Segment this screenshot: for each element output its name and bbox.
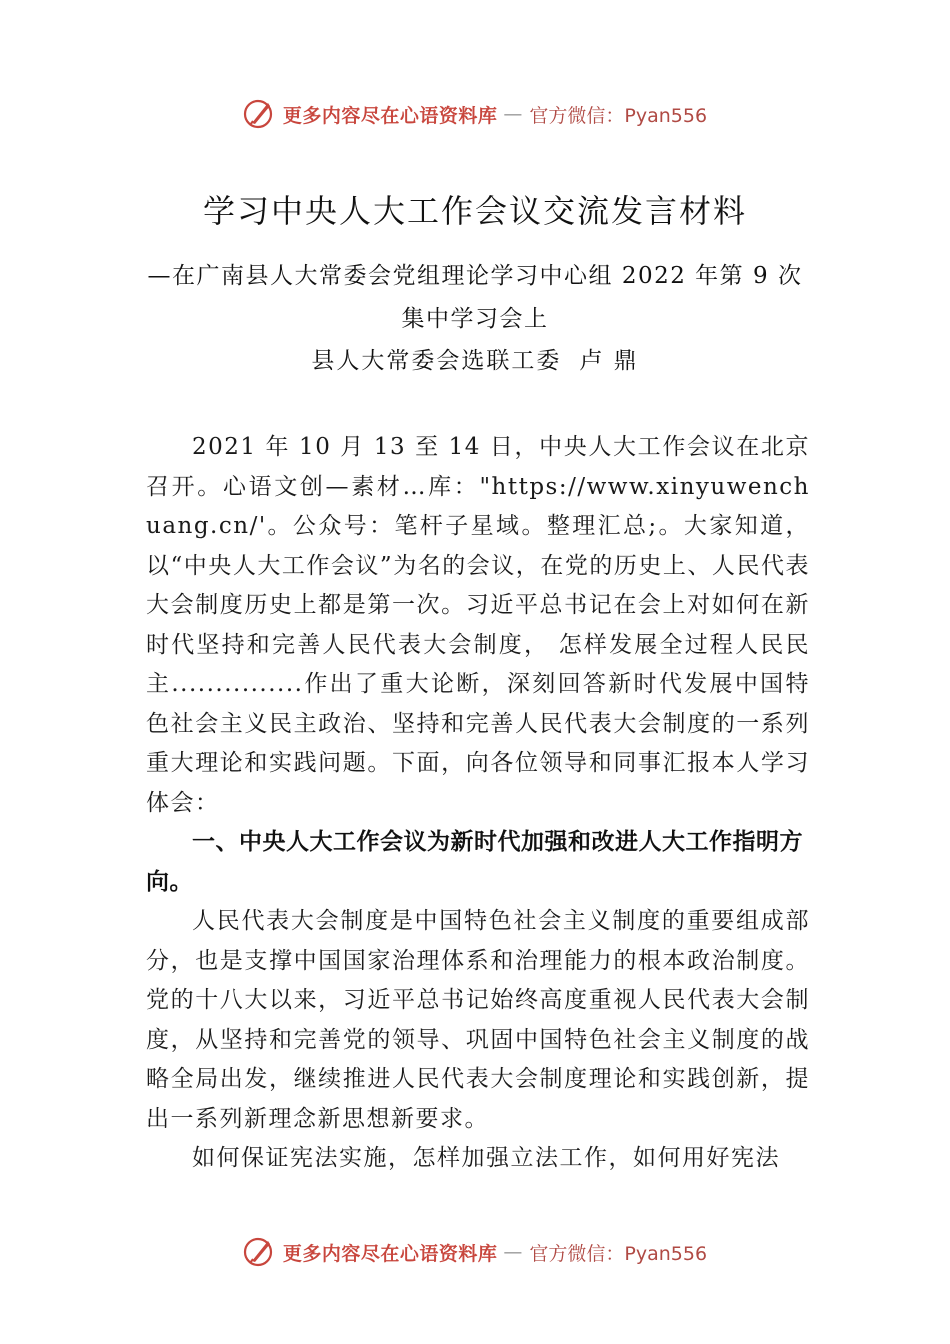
footer-watermark-banner xyxy=(0,1232,950,1272)
author-unit: 县人大常委会选联工委 xyxy=(311,348,562,374)
quill-logo-icon xyxy=(243,97,277,131)
banner-contact-text: 官方微信：Pyan556 xyxy=(529,104,708,127)
document-title: 学习中央人大工作会议交流发言材料 xyxy=(202,192,747,230)
paragraph: 2021 年 10 月 13 至 14 日，中央人大工作会议在北京召开。心语文创—素材…库："https://www.xinyuwenchuang.cn/'。公众号：笔杆子星域。整理汇总;。大家知道，以“中央人大工作会议”为名的会议，在党的历史上、人民代表大会制度历史上都是第一次。习近平总书记在会上对如何在新时代坚持和完善人民代表大会制度， 怎样发展全过程人民民主...............作出了重大论断，深刻回答新时代发展中国特色社会主义民主政治、坚持和完善人民代表大会制度的一系列重大理论和实践问题。下面，向各位领导和同事汇报本人学习体会： xyxy=(146,434,810,816)
document-subtitle: —在广南县人大常委会党组理论学习中心组 2022 年第 9 次集中学习会上 xyxy=(147,263,803,332)
author-name: 卢 鼎 xyxy=(579,348,639,374)
banner-main-text: 更多内容尽在心语资料库 xyxy=(282,1242,498,1265)
document-author xyxy=(0,342,950,375)
banner-contact-text: 官方微信：Pyan556 xyxy=(529,1242,708,1265)
header-watermark-banner xyxy=(0,94,950,134)
banner-main-text: 更多内容尽在心语资料库 xyxy=(282,104,498,127)
banner-separator: — xyxy=(503,1241,524,1263)
paragraph: 人民代表大会制度是中国特色社会主义制度的重要组成部分，也是支撑中国国家治理体系和治理能力的根本政治制度。党的十八大以来，习近平总书记始终高度重视人民代表大会制度，从坚持和完善党的领导、巩固中国特色社会主义制度的战略全局出发，继续推进人民代表大会制度理论和实践创新，提出一系列新理念新思想新要求。 xyxy=(146,908,810,1132)
section-heading: 一、中央人大工作会议为新时代加强和改进人大工作指明方向。 xyxy=(146,829,803,895)
banner-separator: — xyxy=(503,103,524,125)
document-body xyxy=(146,428,810,1179)
quill-logo-icon xyxy=(243,1235,277,1269)
paragraph: 如何保证宪法实施，怎样加强立法工作，如何用好宪法 xyxy=(192,1145,780,1171)
